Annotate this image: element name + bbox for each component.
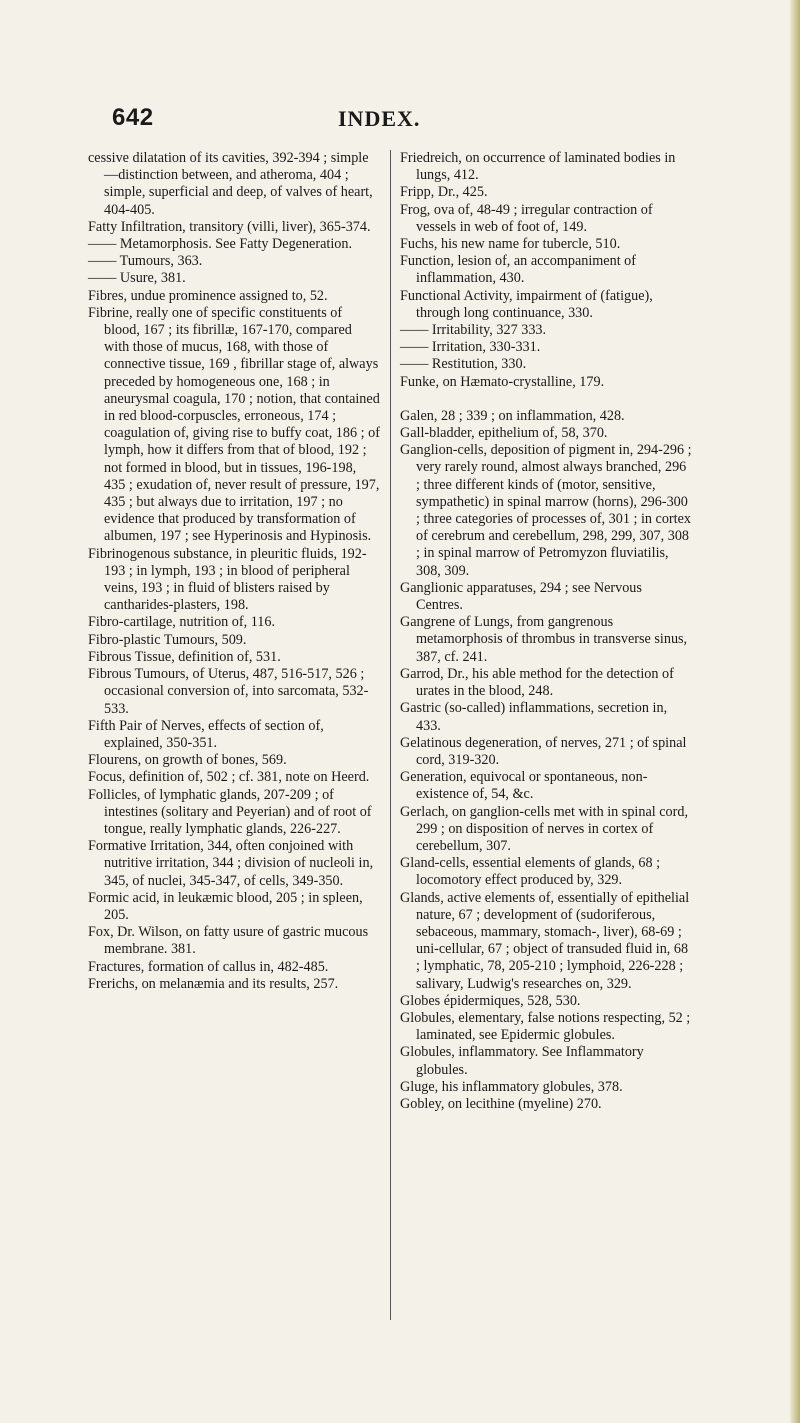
index-entry: —— Tumours, 363. (88, 253, 203, 270)
page-number: 642 (112, 104, 154, 131)
index-entry: —— Restitution, 330. (400, 356, 527, 373)
index-entry: Globes épidermiques, 528, 530. (400, 992, 581, 1009)
index-entry: Frog, ova of, 48-49 ; irregular contraction of vessels in web of foot of, 149. (400, 201, 653, 235)
index-entry: Follicles, of lymphatic glands, 207-209 ; of intestines (solitary and Peyerian) and of root of tongue, really lymphatic glands, 226-227. (88, 786, 372, 837)
index-entry: Formative Irritation, 344, often conjoined with nutritive irritation, 344 ; division of nucleoli in, 345, of nuclei, 345-347, of cells, 349-350. (88, 838, 374, 889)
index-entry: Fibrinogenous substance, in pleuritic fluids, 192-193 ; in lymph, 193 ; in blood of peripheral veins, 193 ; in fluid of blisters raised by cantharides-plasters, 198. (88, 545, 367, 614)
index-entry: Funke, on Hæmato-crystalline, 179. (400, 373, 605, 390)
index-entry: Gluge, his inflammatory globules, 378. (400, 1078, 623, 1095)
index-entry: Fibro-cartilage, nutrition of, 116. (88, 614, 276, 631)
index-entry: Frerichs, on melanæmia and its results, 257. (88, 975, 339, 992)
index-entry: Galen, 28 ; 339 ; on inflammation, 428. (400, 407, 625, 424)
index-entry: Fibres, undue prominence assigned to, 52. (88, 287, 328, 304)
index-entry: Fibrine, really one of specific constituents of blood, 167 ; its fibrillæ, 167-170, compared with those of mucus, 168, with those of connective tissue, 169 , fibrillar stage of, always preceded by homogeneous one, 168 ; in aneurysmal coagula, 170 ; notion, that contained in red blood-corpuscles, erroneous, 174 ; coagulation of, giving rise to buffy coat, 186 ; of lymph, how it differs from that of blood, 192 ; not formed in blood, but in tissues, 196-198, 435 ; exudation of, never result of pressure, 197, 435 ; but always due to irritation, 197 ; no evidence that produced by transformation of albumen, 197 ; see Hyperinosis and Hypinosis. (88, 304, 380, 545)
index-entry: Glands, active elements of, essentially of epithelial nature, 67 ; development of (sudoriferous, sebaceous, mammary, stomach-, liver), 68-69 ; uni-cellular, 67 ; object of transuded fluid in, 68 ; lymphatic, 78, 205-210 ; lymphoid, 226-228 ; salivary, Ludwig's researches on, 329. (400, 889, 690, 992)
index-entry: Generation, equivocal or spontaneous, non-existence of, 54, &c. (400, 769, 648, 803)
index-entry: Gangrene of Lungs, from gangrenous metamorphosis of thrombus in transverse sinus, 387, cf. 241. (400, 614, 688, 665)
column-divider (390, 150, 391, 1320)
index-entry: Fuchs, his new name for tubercle, 510. (400, 236, 621, 253)
index-entry: Gastric (so-called) inflammations, secretion in, 433. (400, 700, 668, 734)
index-entry: Gelatinous degeneration, of nerves, 271 ; of spinal cord, 319-320. (400, 734, 687, 768)
index-entry: Ganglionic apparatuses, 294 ; see Nervous Centres. (400, 579, 642, 614)
index-entry: Gall-bladder, epithelium of, 58, 370. (400, 425, 608, 442)
index-entry: Garrod, Dr., his able method for the detection of urates in the blood, 248. (400, 665, 674, 700)
index-entry: Fifth Pair of Nerves, effects of section of, explained, 350-351. (88, 717, 324, 751)
index-entry: Fractures, formation of callus in, 482-485. (88, 958, 329, 975)
index-entry: Fripp, Dr., 425. (400, 184, 488, 201)
index-entry: Gerlach, on ganglion-cells met with in spinal cord, 299 ; on disposition of nerves in cortex of cerebellum, 307. (400, 803, 689, 854)
index-entry: Formic acid, in leukæmic blood, 205 ; in spleen, 205. (88, 889, 363, 923)
index-entry: Fibrous Tissue, definition of, 531. (88, 648, 281, 665)
index-column-left (88, 150, 380, 993)
index-entry: Function, lesion of, an accompaniment of inflammation, 430. (400, 253, 637, 287)
index-entry: Fibro-plastic Tumours, 509. (88, 631, 247, 648)
index-entry: Fatty Infiltration, transitory (villi, liver), 365-374. (88, 218, 371, 235)
index-entry: cessive dilatation of its cavities, 392-394 ; simple—distinction between, and atheroma, 404 ; simple, superficial and deep, of valves of heart, 404-405. (88, 150, 373, 218)
index-entry: —— Usure, 381. (88, 270, 186, 287)
index-entry: Flourens, on growth of bones, 569. (88, 752, 287, 769)
index-entry: Fibrous Tumours, of Uterus, 487, 516-517, 526 ; occasional conversion of, into sarcomata, 532-533. (88, 666, 369, 717)
index-entry: —— Metamorphosis. See Fatty Degeneration. (88, 236, 352, 253)
index-entry: Ganglion-cells, deposition of pigment in, 294-296 ; very rarely round, almost always branched, 296 ; three different kinds of (motor, sensitive, sympathetic) in spinal marrow (horns), 296-300 ; three categories of processes of, 301 ; in cortex of cerebrum and cerebellum, 298, 299, 307, 308 ; in spinal marrow of Petromyzon fluviatilis, 308, 309. (400, 442, 692, 579)
index-entry: Fox, Dr. Wilson, on fatty usure of gastric mucous membrane. 381. (88, 924, 369, 958)
index-entry: —— Irritability, 327 333. (400, 322, 547, 339)
index-entry: Functional Activity, impairment of (fatigue), through long continuance, 330. (400, 287, 653, 321)
index-entry: Friedreich, on occurrence of laminated bodies in lungs, 412. (400, 150, 676, 184)
index-entry: Globules, elementary, false notions respecting, 52 ; laminated, see Epidermic globules. (400, 1009, 691, 1044)
index-entry: Focus, definition of, 502 ; cf. 381, note on Heerd. (88, 769, 370, 786)
index-entry: Gland-cells, essential elements of glands, 68 ; locomotory effect produced by, 329. (400, 855, 661, 889)
index-entry: Gobley, on lecithine (myeline) 270. (400, 1095, 602, 1112)
index-entry: —— Irritation, 330-331. (400, 339, 541, 356)
page-edge (790, 0, 800, 1423)
index-entry: Globules, inflammatory. See Inflammatory globules. (400, 1044, 644, 1078)
index-column-right (400, 150, 692, 1113)
page-title: INDEX. (338, 106, 421, 131)
